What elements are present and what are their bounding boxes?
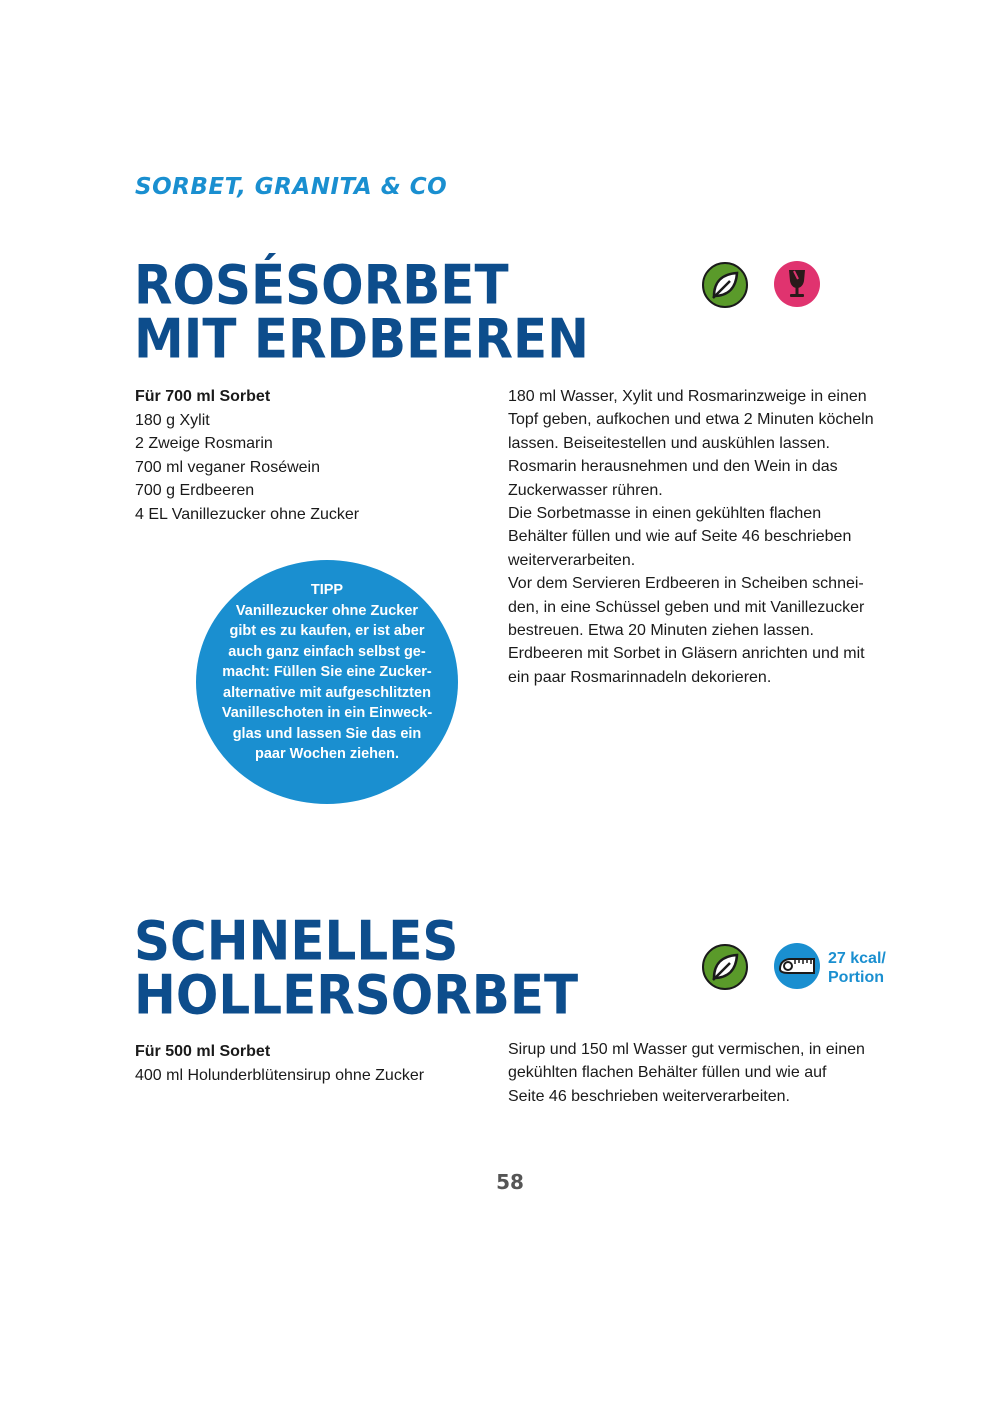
- ingredient-item: 4 EL Vanillezucker ohne Zucker: [135, 505, 360, 523]
- measuring-tape-icon: [774, 943, 820, 989]
- tipp-line: macht: Füllen Sie eine Zucker-: [222, 664, 432, 680]
- ingredients-rosesorbet: [135, 385, 465, 526]
- method-line: Behälter füllen und wie auf Seite 46 beschrieben: [508, 528, 852, 546]
- method-hollersorbet: [508, 1038, 888, 1108]
- section-header: SORBET, GRANITA & CO: [135, 174, 448, 200]
- ingredients-heading: Für 700 ml Sorbet: [135, 388, 271, 405]
- ingredient-item: 180 g Xylit: [135, 411, 210, 429]
- ingredient-item: 2 Zweige Rosmarin: [135, 435, 273, 452]
- method-line: gekühlten flachen Behälter füllen und wie auf: [508, 1064, 827, 1082]
- method-line: Zuckerwasser rühren.: [508, 481, 663, 499]
- title-line: SCHNELLES: [134, 909, 459, 973]
- method-line: ein paar Rosmarinnadeln dekorieren.: [508, 668, 772, 686]
- method-line: Sirup und 150 ml Wasser gut vermischen, in einen: [508, 1041, 865, 1058]
- title-line: ROSÉSORBET: [134, 253, 509, 317]
- method-line: weiterverarbeiten.: [508, 551, 636, 569]
- method-rosesorbet: [508, 385, 888, 689]
- kcal-line: 27 kcal/: [828, 950, 886, 967]
- tipp-line: auch ganz einfach selbst ge-: [228, 643, 426, 660]
- recipe-title-rosesorbet: [134, 253, 589, 371]
- method-line: Erdbeeren mit Sorbet in Gläsern anrichten und mit: [508, 645, 865, 663]
- title-line: HOLLERSORBET: [134, 963, 579, 1027]
- ingredient-item: 700 ml veganer Roséwein: [135, 458, 320, 476]
- method-line: Topf geben, aufkochen und etwa 2 Minuten köcheln: [508, 411, 874, 429]
- kcal-line: Portion: [828, 969, 884, 986]
- ingredient-item: 700 g Erdbeeren: [135, 482, 255, 499]
- tipp-line: paar Wochen ziehen.: [255, 746, 399, 762]
- tipp-line: gibt es zu kaufen, er ist aber: [229, 623, 425, 639]
- recipe-title-hollersorbet: [134, 909, 579, 1027]
- tipp-line: Vanillezucker ohne Zucker: [235, 602, 419, 619]
- method-line: Vor dem Servieren Erdbeeren in Scheiben schnei-: [508, 575, 864, 593]
- method-line: Seite 46 beschrieben weiterverarbeiten.: [508, 1087, 790, 1105]
- ingredient-item: 400 ml Holunderblütensirup ohne Zucker: [135, 1066, 425, 1084]
- method-line: bestreuen. Etwa 20 Minuten ziehen lassen.: [508, 622, 814, 640]
- tipp-line: alternative mit aufgeschlitzten: [223, 684, 431, 701]
- ingredients-hollersorbet: [135, 1040, 475, 1087]
- method-line: Die Sorbetmasse in einen gekühlten flachen: [508, 505, 822, 523]
- title-line: MIT ERDBEEREN: [134, 307, 589, 371]
- ingredients-heading: Für 500 ml Sorbet: [135, 1043, 271, 1060]
- wine-glass-icon: [774, 261, 820, 307]
- tipp-line: glas und lassen Sie das ein: [232, 725, 422, 742]
- method-line: den, in eine Schüssel geben und mit Vanillezucker: [508, 598, 865, 616]
- tipp-line: Vanilleschoten in ein Einweck-: [221, 705, 433, 721]
- leaf-icon: [702, 262, 748, 308]
- leaf-icon: [702, 944, 748, 990]
- tipp-bubble: [196, 560, 458, 804]
- method-line: Rosmarin herausnehmen und den Wein in das: [508, 458, 838, 476]
- method-line: lassen. Beiseitestellen und auskühlen lassen.: [508, 434, 830, 452]
- tipp-heading: TIPP: [310, 582, 344, 598]
- kcal-label: [828, 949, 886, 987]
- method-line: 180 ml Wasser, Xylit und Rosmarinzweige in einen: [508, 388, 867, 405]
- page-number: 58: [496, 1170, 524, 1194]
